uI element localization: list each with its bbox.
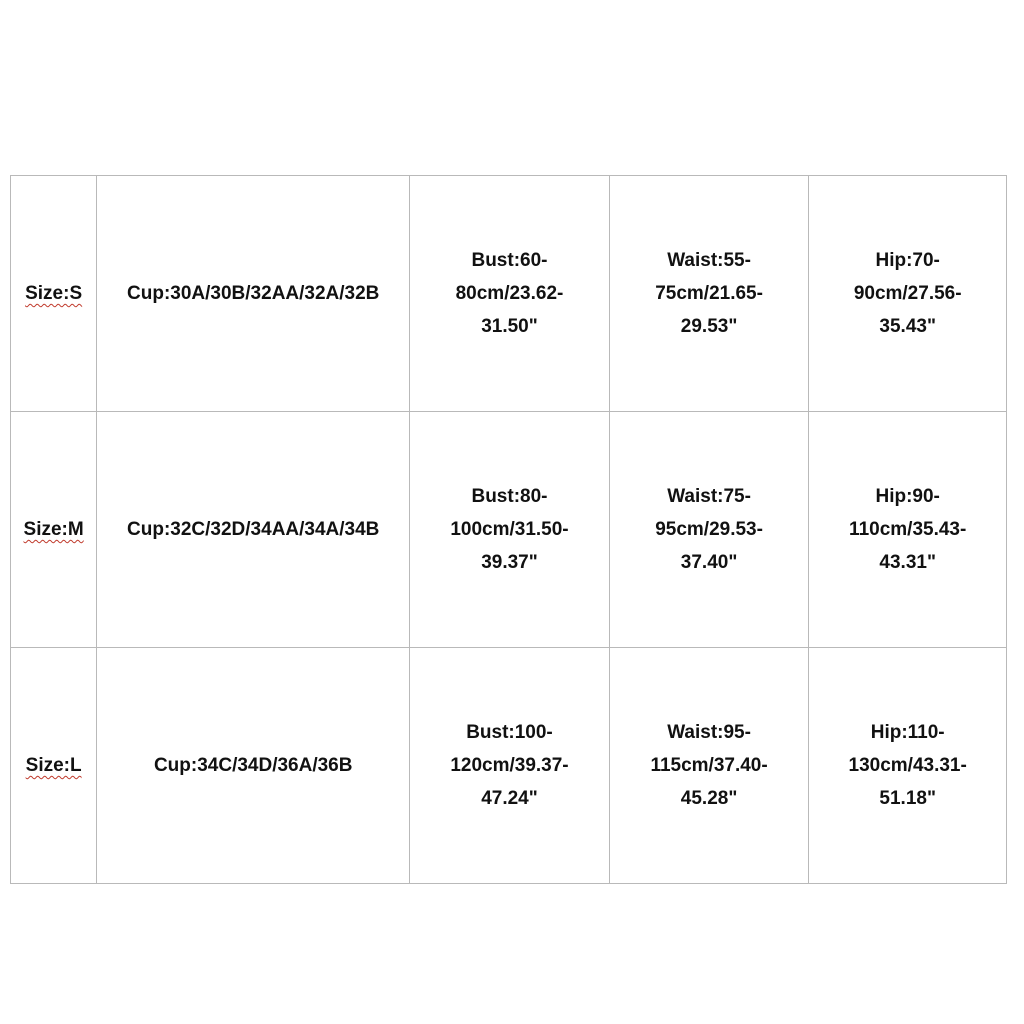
hip-line-3: 51.18" xyxy=(879,788,936,809)
waist-line-1: Waist:95- xyxy=(667,722,751,743)
size-label: Size:L xyxy=(25,755,82,776)
waist-cell xyxy=(609,648,809,884)
waist-cell xyxy=(609,176,809,412)
hip-line-1: Hip:70- xyxy=(875,250,940,271)
waist-line-2: 95cm/29.53- xyxy=(655,519,763,540)
table-row xyxy=(11,412,1007,648)
bust-line-1: Bust:60- xyxy=(471,250,548,271)
bust-line-1: Bust:100- xyxy=(466,722,553,743)
waist-cell xyxy=(609,412,809,648)
waist-line-3: 45.28" xyxy=(680,788,738,809)
waist-line-3: 29.53" xyxy=(680,316,738,337)
hip-line-1: Hip:110- xyxy=(870,722,945,743)
table-row xyxy=(11,648,1007,884)
cup-cell xyxy=(97,176,410,412)
cup-value: Cup:32C/32D/34AA/34A/34B xyxy=(127,519,380,540)
hip-line-1: Hip:90- xyxy=(875,486,940,507)
bust-cell xyxy=(410,648,610,884)
waist-line-2: 75cm/21.65- xyxy=(655,283,763,304)
bust-line-3: 39.37" xyxy=(481,552,538,573)
cup-cell xyxy=(97,412,410,648)
hip-cell xyxy=(809,648,1007,884)
bust-line-2: 80cm/23.62- xyxy=(455,283,564,304)
bust-line-1: Bust:80- xyxy=(471,486,548,507)
bust-line-3: 31.50" xyxy=(481,316,538,337)
size-cell xyxy=(11,176,97,412)
waist-line-2: 115cm/37.40- xyxy=(650,755,768,776)
size-label: Size:S xyxy=(25,283,83,304)
bust-cell xyxy=(410,176,610,412)
waist-line-1: Waist:75- xyxy=(667,486,751,507)
hip-cell xyxy=(809,176,1007,412)
hip-line-3: 35.43" xyxy=(879,316,936,337)
hip-line-3: 43.31" xyxy=(879,552,936,573)
waist-line-1: Waist:55- xyxy=(667,250,751,271)
waist-line-3: 37.40" xyxy=(680,552,738,573)
bust-line-2: 100cm/31.50- xyxy=(450,519,569,540)
hip-line-2: 130cm/43.31- xyxy=(848,755,967,776)
cup-value: Cup:30A/30B/32AA/32A/32B xyxy=(127,283,380,304)
size-chart-table xyxy=(10,175,1007,884)
hip-cell xyxy=(809,412,1007,648)
cup-value: Cup:34C/34D/36A/36B xyxy=(153,755,353,776)
table-row xyxy=(11,176,1007,412)
bust-line-2: 120cm/39.37- xyxy=(450,755,569,776)
hip-line-2: 110cm/35.43- xyxy=(849,519,967,540)
bust-cell xyxy=(410,412,610,648)
hip-line-2: 90cm/27.56- xyxy=(853,283,962,304)
bust-line-3: 47.24" xyxy=(481,788,538,809)
size-cell xyxy=(11,648,97,884)
size-label: Size:M xyxy=(23,519,84,540)
size-cell xyxy=(11,412,97,648)
cup-cell xyxy=(97,648,410,884)
